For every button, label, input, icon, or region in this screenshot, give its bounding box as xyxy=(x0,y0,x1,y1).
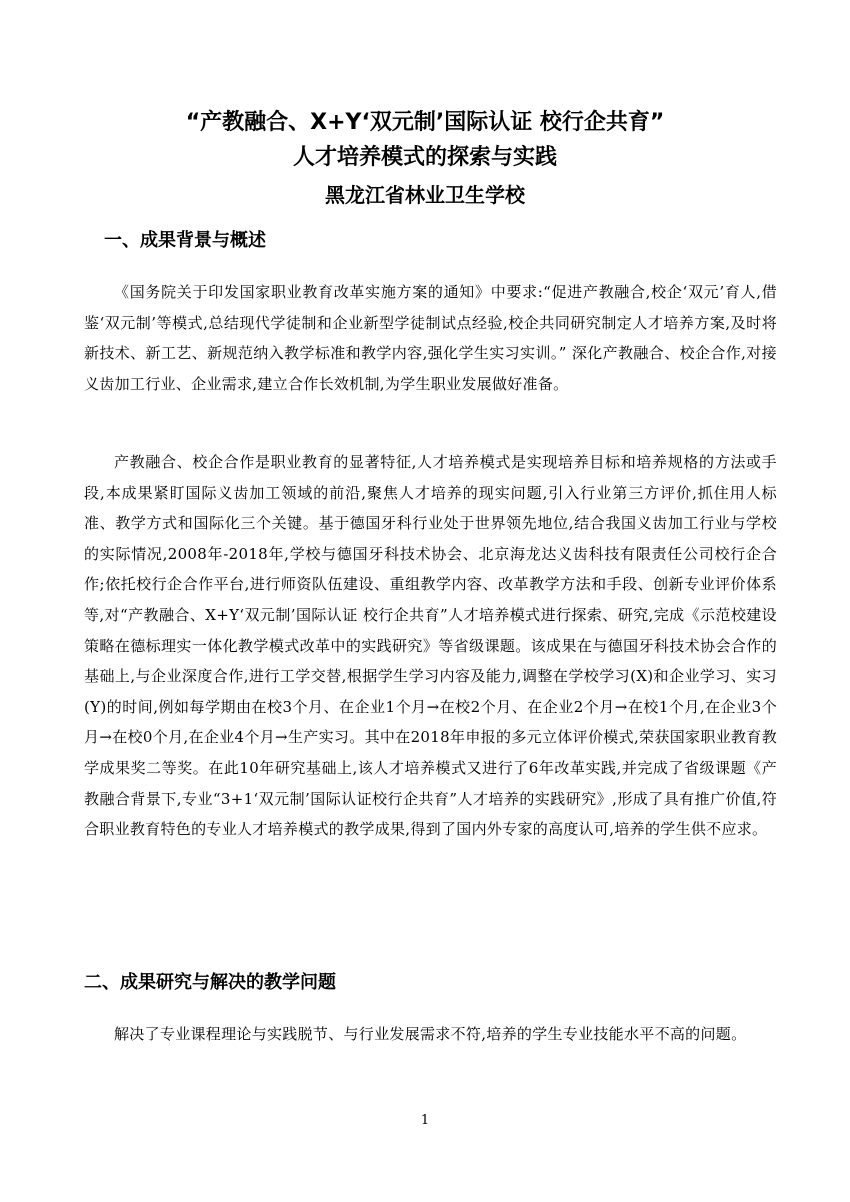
paragraph: 《国务院关于印发国家职业教育改革实施方案的通知》中要求:“促进产教融合,校企‘双元’育人,借鉴‘双元制’等模式,总结现代学徒制和企业新型学徒制试点经验,校企共同研究制定人才培养方案,及时将新技术、新工艺、新规范纳入教学标准和教学内容,强化学生实习实训。” 深化产教融合、校企合作,对接义齿加工行业、企业需求,建立合作长效机制,为学生职业发展做好准备。 xyxy=(84,283,777,393)
section-heading-background: 一、成果背景与概述 xyxy=(104,230,266,251)
school-name: 黑龙江省林业卫生学校 xyxy=(325,183,525,207)
document-title-line2: 人才培养模式的探索与实践 xyxy=(292,145,557,170)
paragraph: 解决了专业课程理论与实践脱节、与行业发展需求不符,培养的学生专业技能水平不高的问题。 xyxy=(114,1025,747,1043)
section-heading-problems: 二、成果研究与解决的教学问题 xyxy=(84,972,336,993)
page-number: 1 xyxy=(420,1113,430,1128)
document-title-line1: “产教融合、X+Y‘双元制’国际认证 校行企共育” xyxy=(185,110,665,135)
paragraph: 产教融合、校企合作是职业教育的显著特征,人才培养模式是实现培养目标和培养规格的方法或手段,本成果紧盯国际义齿加工领域的前沿,聚焦人才培养的现实问题,引入行业第三方评价,抓住用人标准、教学方式和国际化三个关键。基于德国牙科行业处于世界领先地位,结合我国义齿加工行业与学校的实际情况,2008年-2018年,学校与德国牙科技术协会、北京海龙达义齿科技有限责任公司校行企合作;依托校行企合作平台,进行师资队伍建设、重组教学内容、改革教学方法和手段、创新专业评价体系等,对“产教融合、X+Y‘双元制’国际认证 校行企共育”人才培养模式进行探索、研究,完成《示范校建设策略在德标理实一体化教学模式改革中的实践研究》等省级课题。该成果在与德国牙科技术协会合作的基础上,与企业深度合作,进行工学交替,根据学生学习内容及能力,调整在学校学习(X)和企业学习、实习(Y)的时间,例如每学期由在校3个月、在企业1个月→在校2个月、在企业2个月→在校1个月,在企业3个月→在校0个月,在企业4个月→生产实习。其中在2018年申报的多元立体评价模式,荣获国家职业教育教学成果奖二等奖。在此10年研究基础上,该人才培养模式又进行了6年改革实践,并完成了省级课题《产教融合背景下,专业“3+1‘双元制’国际认证校行企共育”人才培养的实践研究》,形成了具有推广价值,符合职业教育特色的专业人才培养模式的教学成果,得到了国内外专家的高度认可,培养的学生供不应求。 xyxy=(84,453,777,839)
